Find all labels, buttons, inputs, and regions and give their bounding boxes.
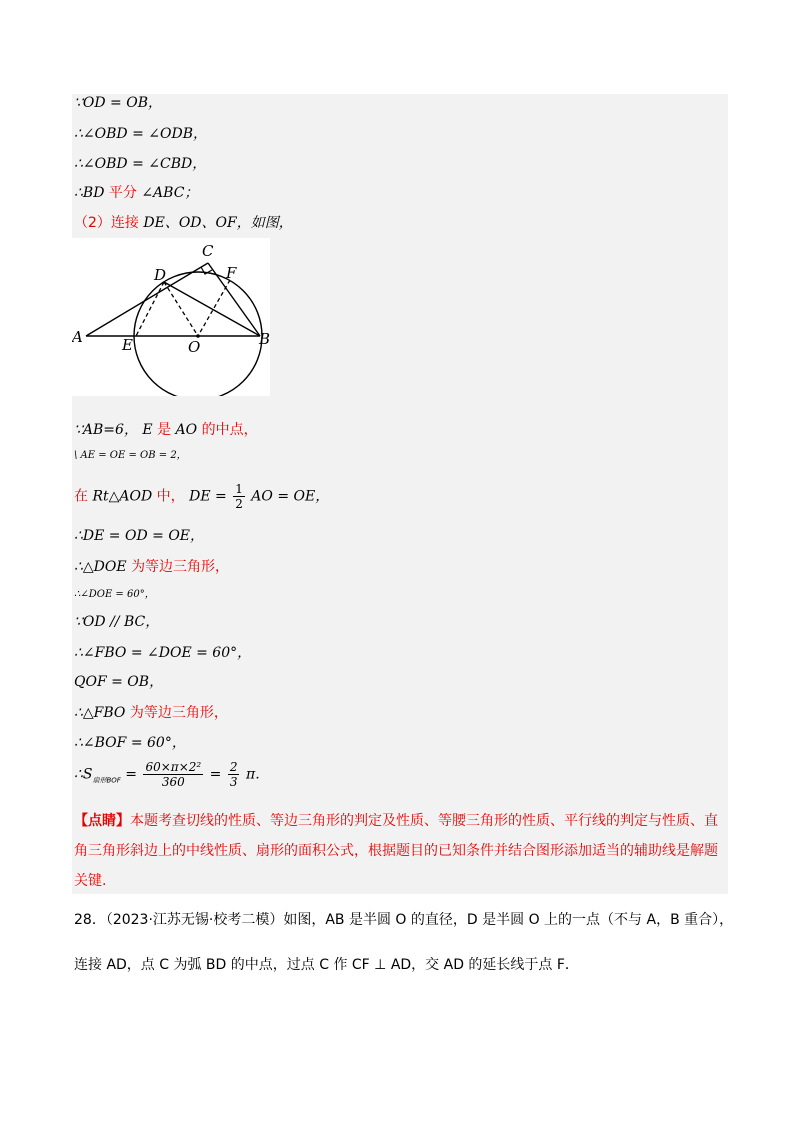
fraction-half: $\frac{1}{2}$ bbox=[235, 482, 243, 511]
fraction-two-thirds: $\frac{2}{3}$ bbox=[229, 760, 238, 789]
label-e: E bbox=[122, 336, 133, 354]
problem-28-line-1: 28．（2023·江苏无锡·校考二模）如图，AB 是半圆 O 的直径，D 是半圆 O 上的一点（不与 A，B 重合）， bbox=[74, 912, 734, 928]
note-text: 本题考查切线的性质、等边三角形的判定及性质、等腰三角形的性质、平行线的判定与性质、直角三角形斜边上的中线性质、扇形的面积公式，根据题目的已知条件并结合图形添加适当的辅助线是解题关键. bbox=[74, 813, 718, 889]
solution-line-1: ∵OD = OB， bbox=[74, 95, 163, 111]
solution-line-2: ∴∠OBD = ∠ODB， bbox=[74, 126, 207, 142]
solution-line-17: $\therefore S_{扇形BOF}$ = $\frac{\text{60×π×2²}}{360}$ = $\frac{2}{3}$ π． bbox=[74, 760, 270, 789]
label-f: F bbox=[226, 264, 237, 282]
line-do bbox=[164, 282, 198, 336]
solution-line-12: ∵OD // BC， bbox=[74, 614, 160, 630]
solution-line-13: ∴∠FBO = ∠DOE = 60°， bbox=[74, 645, 252, 661]
diagram-svg bbox=[72, 238, 270, 396]
line-of bbox=[198, 280, 230, 336]
fraction-sector: $\frac{\text{60×π×2²}}{360}$ bbox=[145, 760, 202, 789]
label-a: A bbox=[72, 328, 83, 346]
solution-line-11: ∴∠DOE = 60°， bbox=[74, 589, 155, 600]
solution-line-10: ∴△DOE 为等边三角形， bbox=[74, 559, 230, 575]
line-ac bbox=[86, 263, 208, 336]
solution-line-14: QOF = OB， bbox=[74, 674, 164, 690]
geometry-diagram bbox=[72, 238, 270, 396]
solution-line-3: ∴∠OBD = ∠CBD， bbox=[74, 156, 207, 172]
solution-line-7: \ AE = OE = OB = 2， bbox=[74, 450, 187, 461]
circle-o bbox=[134, 272, 262, 396]
solution-line-16: ∴∠BOF = 60°， bbox=[74, 735, 186, 751]
solution-line-15: ∴△FBO 为等边三角形， bbox=[74, 705, 228, 721]
problem-28-line-2: 连接 AD，点 C 为弧 BD 的中点，过点 C 作 CF ⊥ AD，交 AD 的延长线于点 F． bbox=[74, 957, 579, 973]
line-db bbox=[164, 282, 260, 336]
note-tag: 【点睛】 bbox=[74, 813, 130, 829]
solution-line-6: ∵AB=6， E 是 AO 的中点， bbox=[74, 422, 258, 438]
label-b: B bbox=[259, 330, 270, 348]
solution-line-4: ∴BD 平分 ∠ABC； bbox=[74, 185, 199, 201]
solution-line-5: （2）连接 DE、OD、OF，如图， bbox=[74, 215, 293, 231]
solution-line-8: 在 Rt△AOD 中， DE = $\frac{1}{2}$ AO = OE， bbox=[74, 482, 330, 511]
label-c: C bbox=[202, 242, 214, 260]
label-o: O bbox=[188, 338, 201, 356]
label-d: D bbox=[154, 266, 167, 284]
key-point-note bbox=[74, 806, 722, 896]
solution-line-9: ∴DE = OD = OE， bbox=[74, 528, 205, 544]
